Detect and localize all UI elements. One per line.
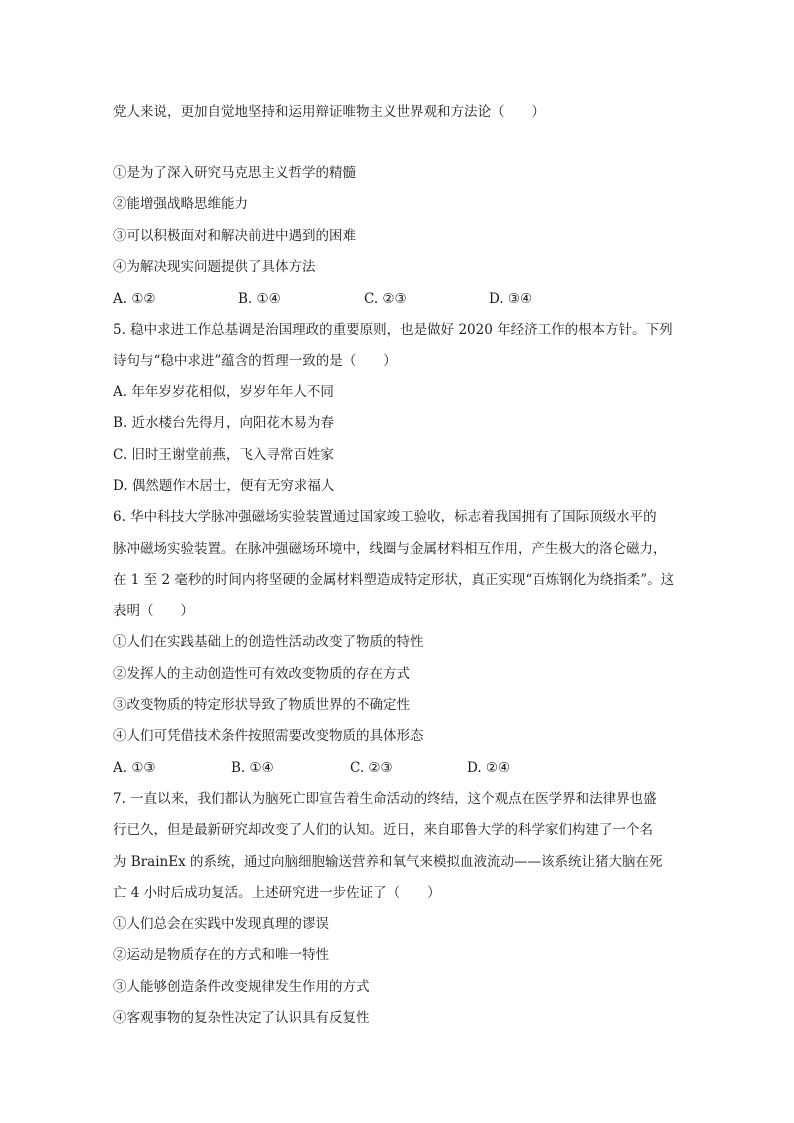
question-6-option-a: A. ①③	[113, 760, 156, 776]
question-5-option-c: C. 旧时王谢堂前燕，飞入寻常百姓家	[113, 447, 334, 463]
question-5-stem-line-2: 诗句与“稳中求进”蕴含的哲理一致的是（ ）	[113, 353, 397, 369]
question-5-stem-line-1: 5. 稳中求进工作总基调是治国理政的重要原则，也是做好 2020 年经济工作的根本方针。下列	[113, 322, 673, 338]
question-4-options	[113, 290, 673, 308]
question-5-option-b: B. 近水楼台先得月，向阳花木易为春	[113, 415, 335, 431]
question-6-choice-4: ④人们可凭借技术条件按照需要改变物质的具体形态	[113, 728, 424, 744]
question-6-options	[113, 759, 673, 777]
question-7-choice-4: ④客观事物的复杂性决定了认识具有反复性	[113, 1010, 370, 1026]
question-7-choice-3: ③人能够创造条件改变规律发生作用的方式	[113, 979, 370, 995]
question-6-choice-3: ③改变物质的特定形状导致了物质世界的不确定性	[113, 697, 410, 713]
question-6-choice-1: ①人们在实践基础上的创造性活动改变了物质的特性	[113, 634, 424, 650]
question-7-stem-line-2: 行已久，但是最新研究却改变了人们的认知。近日，来自耶鲁大学的科学家们构建了一个名	[113, 822, 653, 838]
question-7-stem-line-3: 为 BrainEx 的系统，通过向脑细胞输送营养和氧气来模拟血液流动——该系统让猪大脑在死	[113, 854, 663, 870]
question-4-choice-3: ③可以积极面对和解决前进中遇到的困难	[113, 228, 356, 244]
question-4-option-c: C. ②③	[364, 291, 407, 307]
question-6-option-d: D. ②④	[467, 760, 511, 776]
question-4-stem-line: 党人来说，更加自觉地坚持和运用辩证唯物主义世界观和方法论（ ）	[113, 104, 545, 120]
question-6-choice-2: ②发挥人的主动创造性可有效改变物质的存在方式	[113, 666, 410, 682]
question-6-stem-line-3: 在 1 至 2 毫秒的时间内将坚硬的金属材料塑造成特定形状，真正实现“百炼钢化为绕指柔”。这	[113, 572, 675, 588]
question-6-option-c: C. ②③	[350, 760, 393, 776]
question-6-stem-line-1: 6. 华中科技大学脉冲强磁场实验装置通过国家竣工验收，标志着我国拥有了国际顶级水平的	[113, 509, 657, 525]
question-5-option-d: D. 偶然题作木居士，便有无穷求福人	[113, 478, 335, 494]
question-7-stem-line-4: 亡 4 小时后成功复活。上述研究进一步佐证了（ ）	[113, 885, 441, 901]
question-4-option-b: B. ①④	[238, 291, 281, 307]
question-4-choice-1: ①是为了深入研究马克思主义哲学的精髓	[113, 165, 356, 181]
question-4-choice-4: ④为解决现实问题提供了具体方法	[113, 259, 316, 275]
question-6-option-b: B. ①④	[231, 760, 274, 776]
question-6-stem-line-2: 脉冲磁场实验装置。在脉冲强磁场环境中，线圈与金属材料相互作用，产生极大的洛仑磁力，	[113, 541, 667, 557]
question-4-option-a: A. ①②	[113, 291, 156, 307]
question-7-choice-2: ②运动是物质存在的方式和唯一特性	[113, 947, 329, 963]
question-7-choice-1: ①人们总会在实践中发现真理的谬误	[113, 916, 329, 932]
question-4-option-d: D. ③④	[489, 291, 533, 307]
question-6-stem-line-4: 表明（ ）	[113, 603, 194, 619]
question-4-choice-2: ②能增强战略思维能力	[113, 196, 248, 212]
question-7-stem-line-1: 7. 一直以来，我们都认为脑死亡即宣告着生命活动的终结，这个观点在医学界和法律界也盛	[113, 791, 657, 807]
question-5-option-a: A. 年年岁岁花相似，岁岁年年人不同	[113, 384, 334, 400]
